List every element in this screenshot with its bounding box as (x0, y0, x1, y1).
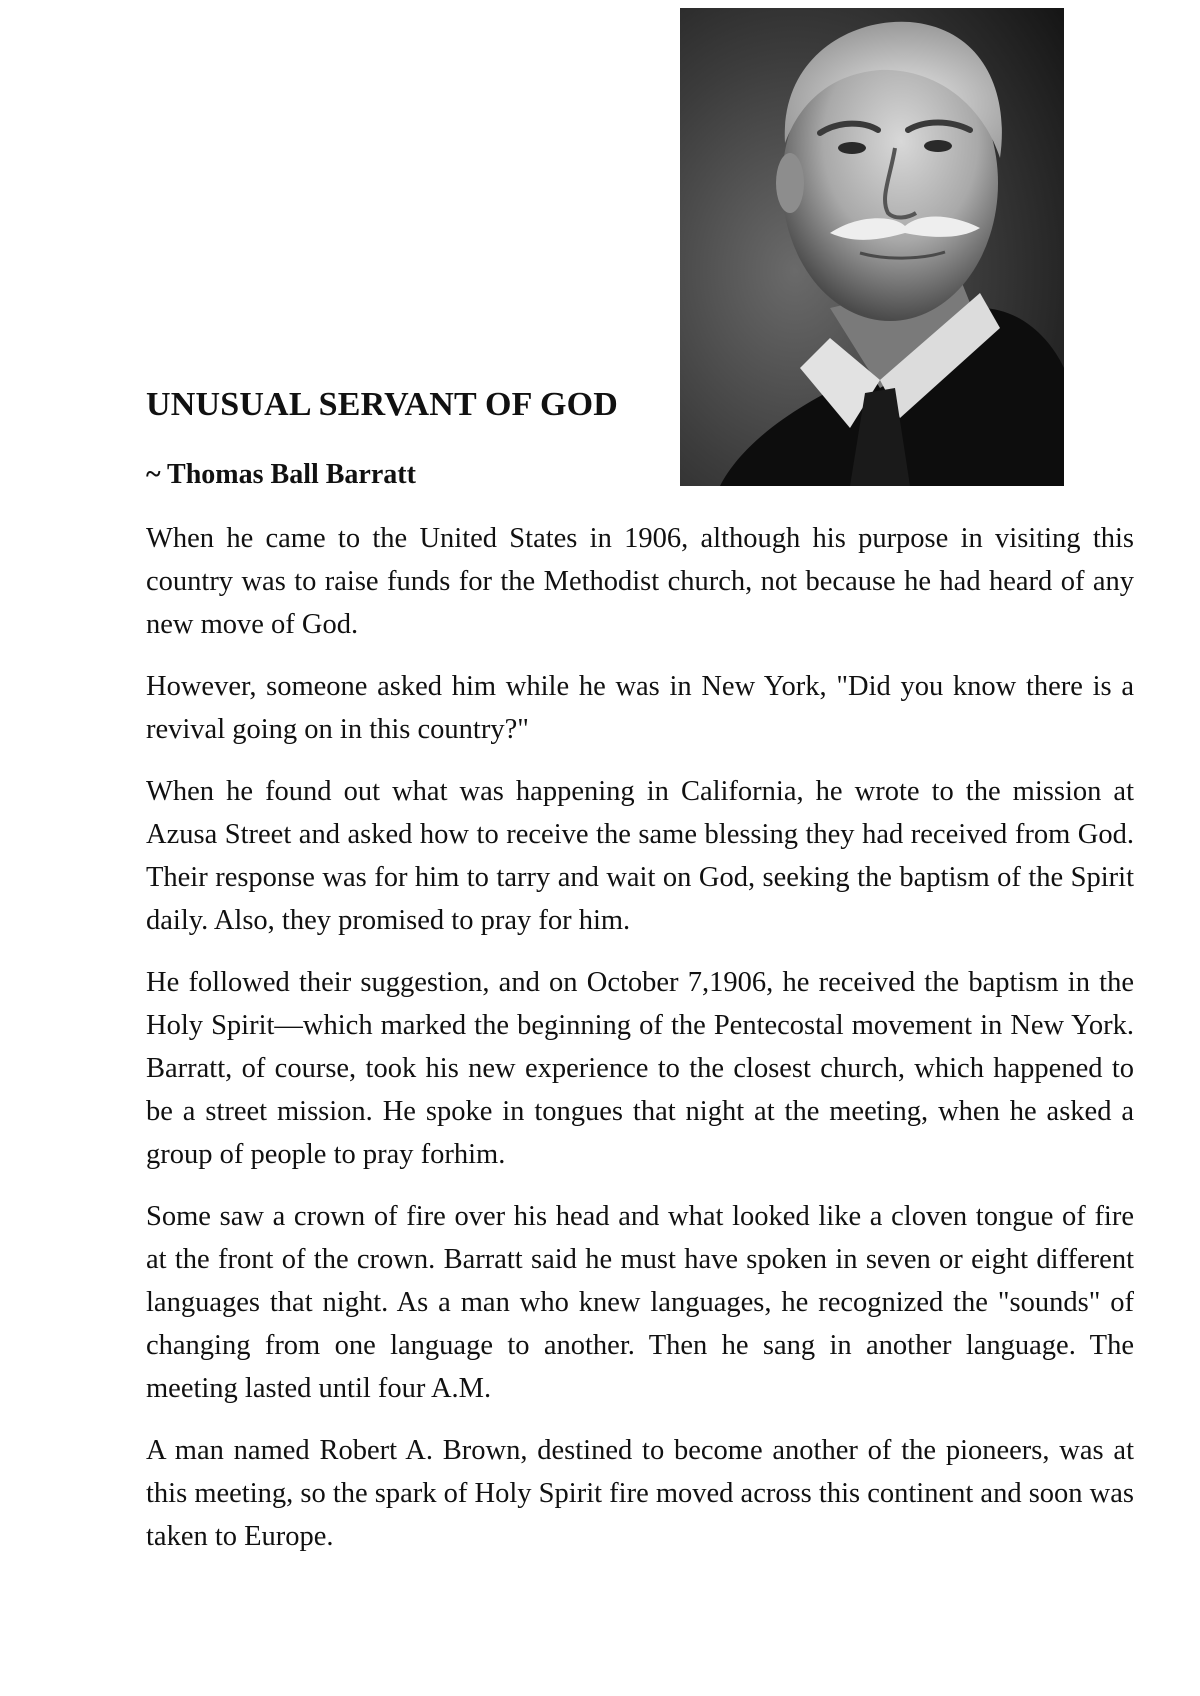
portrait-illustration (680, 8, 1064, 486)
paragraph: He followed their suggestion, and on October 7,1906, he received the baptism in the Holy Spirit—which marked the beginning of the Pentecostal movement in New York. Barratt, of course, took his new experience to the closest church, which happened to be a street mission. He spoke in tongues that night at the meeting, when he asked a group of people to pray forhim. (146, 967, 1134, 1170)
portrait-photo (680, 8, 1064, 486)
article-title: UNUSUAL SERVANT OF GOD (146, 386, 619, 423)
article-body (146, 517, 1134, 1577)
paragraph: When he found out what was happening in California, he wrote to the mission at Azusa Street and asked how to receive the same blessing they had received from God. Their response was for him to tarry and wait on God, seeking the baptism of the Spirit daily. Also, they promised to pray for him. (146, 776, 1134, 936)
paragraph: When he came to the United States in 1906, although his purpose in visiting this country was to raise funds for the Methodist church, not because he had heard of any new move of God. (146, 523, 1134, 640)
article-byline: ~ Thomas Ball Barratt (146, 459, 416, 490)
paragraph: A man named Robert A. Brown, destined to become another of the pioneers, was at this meeting, so the spark of Holy Spirit fire moved across this continent and soon was taken to Europe. (146, 1435, 1134, 1552)
paragraph: Some saw a crown of fire over his head and what looked like a cloven tongue of fire at the front of the crown. Barratt said he must have spoken in seven or eight different languages that night. As a man who knew languages, he recognized the "sounds" of changing from one language to another. Then he sang in another language. The meeting lasted until four A.M. (146, 1201, 1134, 1404)
paragraph: However, someone asked him while he was in New York, "Did you know there is a revival going on in this country?" (146, 671, 1134, 745)
